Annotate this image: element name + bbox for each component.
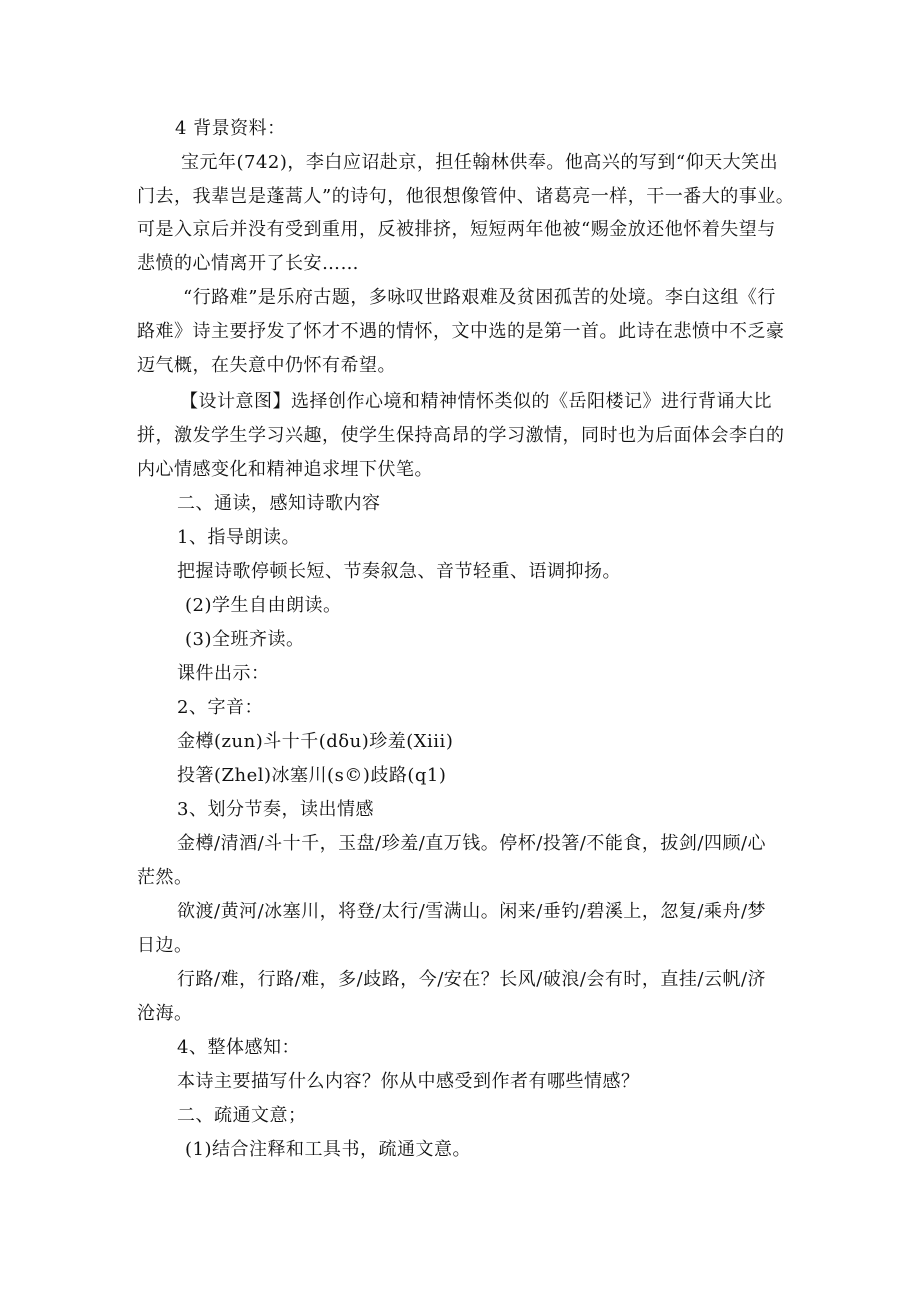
section-heading: 二、通读，感知诗歌内容 [177,493,381,514]
text-line: (3)全班齐读。 [185,629,305,650]
text-line: 欲渡/黄河/冰塞川，将登/太行/雪满山。闲来/垂钓/碧溪上，忽复/乘舟/梦 [177,901,767,922]
text-line: 2、字音： [177,697,263,718]
text-line: 宝元年(742)，李白应诏赴京，担任翰林供奉。他高兴的写到“仰天大笑出 [181,152,779,173]
text-line: 4、整体感知： [177,1037,300,1058]
section-heading: 二、疏通文意； [177,1105,307,1126]
text-line: 可是入京后并没有受到重用，反被排挤，短短两年他被“赐金放还他怀着失望与 [137,219,776,240]
text-line: 金樽/清酒/斗十千，玉盘/珍羞/直万钱。停杯/投箸/不能食，拔剑/四顾/心 [177,833,767,854]
text-line: “行路难”是乐府古题，多咏叹世路艰难及贫困孤苦的处境。李白这组《行 [183,287,776,308]
text-line: 门去，我辈岂是蓬蒿人”的诗句，他很想像管仲、诸葛亮一样，干一番大的事业。 [137,186,795,207]
text-line: 沧海。 [137,1003,193,1024]
text-line: 金樽(zun)斗十千(dδu)珍羞(Xiii) [177,731,454,752]
text-line: 迈气概，在失意中仍怀有希望。 [137,355,396,376]
text-line: 课件出示： [177,663,270,684]
text-line: 行路/难，行路/难，多/歧路，今/安在？长风/破浪/会有时，直挂/云帆/济 [177,969,767,990]
text-line: 茫然。 [137,867,193,888]
text-line: (2)学生自由朗读。 [185,595,342,616]
text-line: 把握诗歌停顿长短、节奏叙急、音节轻重、语调抑扬。 [177,561,621,582]
text-line: 投箸(Zhel)冰塞川(s©)歧路(q1) [177,765,447,786]
text-line: 【设计意图】选择创作心境和精神情怀类似的《岳阳楼记》进行背诵大比 [180,391,772,412]
text-line: 3、划分节奏，读出情感 [177,799,374,820]
text-line: (1)结合注释和工具书，疏通文意。 [185,1139,471,1160]
text-line: 路难》诗主要抒发了怀才不遇的情怀，文中选的是第一首。此诗在悲愤中不乏豪 [137,321,785,342]
text-line: 内心情感变化和精神追求埋下伏笔。 [137,459,433,480]
text-line: 1、指导朗读。 [177,527,300,548]
text-line: 本诗主要描写什么内容？你从中感受到作者有哪些情感？ [177,1071,640,1092]
text-line: 4 背景资料： [175,118,286,139]
text-line: 悲愤的心情离开了长安…… [137,253,359,274]
text-line: 日边。 [137,935,193,956]
text-line: 拼，激发学生学习兴趣，使学生保持高昂的学习激情，同时也为后面体会李白的 [137,425,785,446]
